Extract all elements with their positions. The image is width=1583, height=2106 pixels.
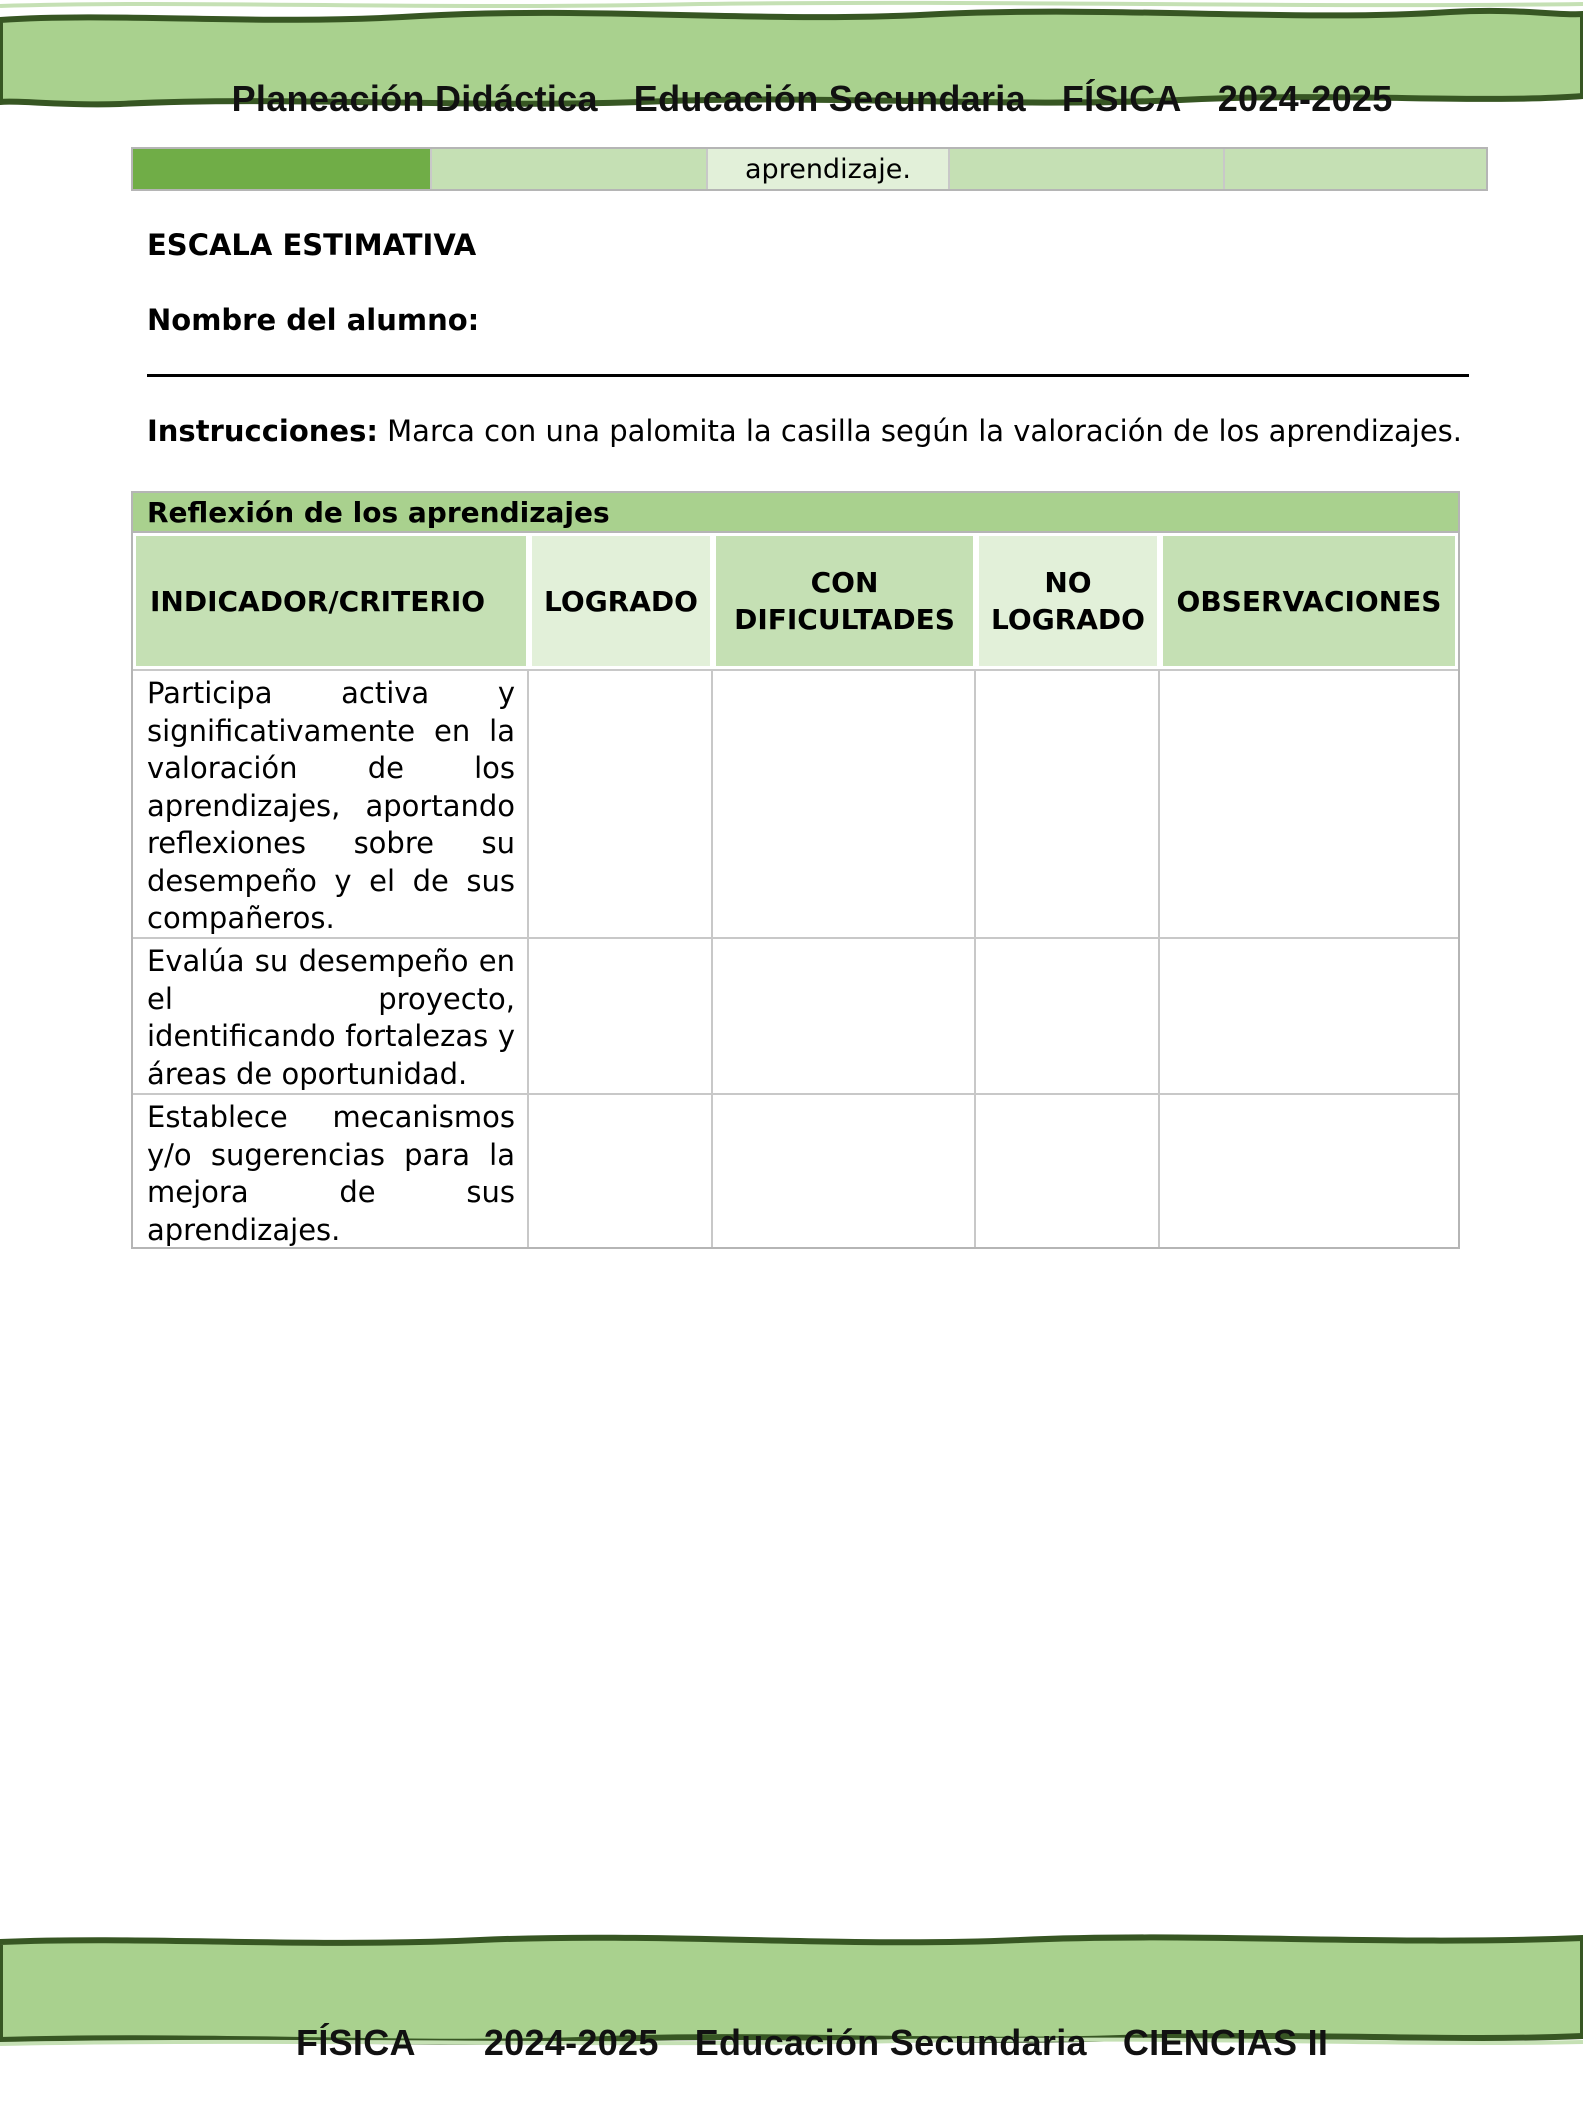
- footer-item-ciclo: 2024-2025: [483, 2022, 659, 2063]
- footer-item-materia: FÍSICA: [296, 2022, 416, 2063]
- page-footer-banner: [0, 1928, 1583, 2063]
- table-row: [133, 1095, 1458, 1247]
- page-header-banner: [0, 0, 1583, 119]
- student-name-label: Nombre del alumno:: [147, 303, 480, 337]
- criterion-text: Establece mecanismos y/o sugerencias para la mejora de sus aprendizajes.: [133, 1095, 529, 1247]
- header-item-materia: FÍSICA: [1061, 78, 1182, 119]
- logrado-checkbox-cell[interactable]: [529, 939, 713, 1093]
- observaciones-cell[interactable]: [1160, 671, 1458, 937]
- no-logrado-checkbox-cell[interactable]: [976, 671, 1160, 937]
- con-dificultades-checkbox-cell[interactable]: [713, 1095, 976, 1247]
- criterion-text: Participa activa y significativamente en la valoración de los aprendizajes, aportando reflexiones sobre su desempeño y el de sus compañeros.: [133, 671, 529, 937]
- table-row: [133, 671, 1458, 939]
- instructions: [147, 414, 1462, 448]
- header-item-ciclo: 2024-2025: [1217, 78, 1393, 119]
- header-con-dificultades: CON DIFICULTADES: [713, 533, 976, 669]
- no-logrado-checkbox-cell[interactable]: [976, 939, 1160, 1093]
- header-title: [0, 36, 1583, 162]
- rubric-table: [131, 491, 1460, 1249]
- header-item-planeacion: Planeación Didáctica: [231, 78, 598, 119]
- previous-table-strip: [131, 147, 1488, 191]
- student-name-line[interactable]: [147, 374, 1469, 377]
- header-item-nivel: Educación Secundaria: [633, 78, 1026, 119]
- footer-item-asignatura: CIENCIAS II: [1122, 2022, 1329, 2063]
- logrado-checkbox-cell[interactable]: [529, 1095, 713, 1247]
- strip-cell-2: [432, 149, 708, 189]
- instructions-label: Instrucciones:: [147, 414, 378, 448]
- logrado-checkbox-cell[interactable]: [529, 671, 713, 937]
- no-logrado-checkbox-cell[interactable]: [976, 1095, 1160, 1247]
- observaciones-cell[interactable]: [1160, 939, 1458, 1093]
- footer-title: [0, 1980, 1583, 2106]
- observaciones-cell[interactable]: [1160, 1095, 1458, 1247]
- strip-cell-5: [1225, 149, 1486, 189]
- footer-item-nivel: Educación Secundaria: [694, 2022, 1087, 2063]
- strip-cell-4: [950, 149, 1225, 189]
- section-title: ESCALA ESTIMATIVA: [147, 228, 477, 262]
- strip-cell-3: [708, 149, 950, 189]
- con-dificultades-checkbox-cell[interactable]: [713, 671, 976, 937]
- header-logrado: LOGRADO: [529, 533, 713, 669]
- strip-cell-1: [133, 149, 432, 189]
- rubric-header-row: [133, 533, 1458, 671]
- header-no-logrado: NO LOGRADO: [976, 533, 1160, 669]
- criterion-text: Evalúa su desempeño en el proyecto, identificando fortalezas y áreas de oportunidad.: [133, 939, 529, 1093]
- header-indicador: INDICADOR/CRITERIO: [133, 533, 529, 669]
- header-observaciones: OBSERVACIONES: [1160, 533, 1458, 669]
- strip-text: aprendizaje.: [745, 153, 911, 185]
- table-row: [133, 939, 1458, 1095]
- con-dificultades-checkbox-cell[interactable]: [713, 939, 976, 1093]
- rubric-title: Reflexión de los aprendizajes: [133, 493, 1458, 533]
- instructions-text: Marca con una palomita la casilla según la valoración de los aprendizajes.: [377, 414, 1462, 448]
